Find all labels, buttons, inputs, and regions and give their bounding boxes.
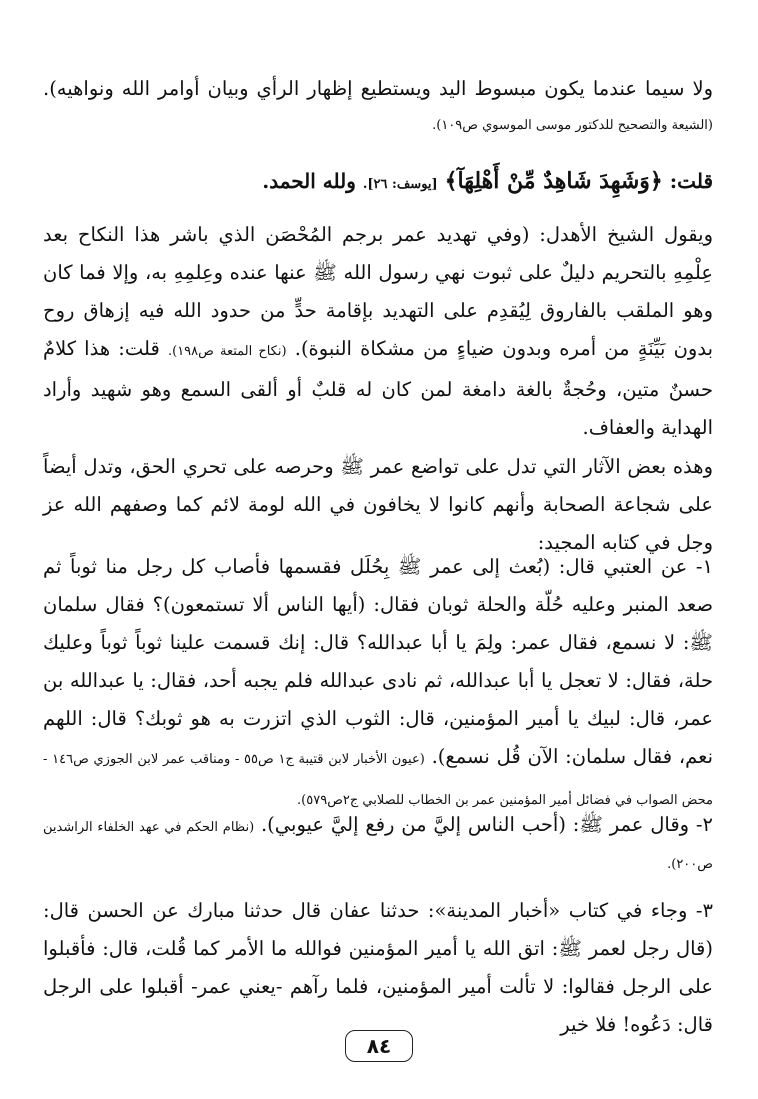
paragraph-1-citation: (الشيعة والتصحيح للدكتور موسى الموسوي ص١٠٩). — [432, 117, 713, 133]
paragraph-3 — [43, 216, 713, 447]
paragraph-7-text: ٣- وجاء في كتاب «أخبار المدينة»: حدثنا عفان قال حدثنا مبارك عن الحسن قال: (قال رجل لعمر ﷺ: اتق الله يا أمير المؤمنين فوالله ما الأمر كما قُلت، قال: فأقبلوا على الرجل فقالوا: لا تألت أمير المؤمنين، فلما رآهم -يعني عمر- أقبلوا على الرجل قال: دَعُوه! فلا خير — [43, 898, 713, 1036]
paragraph-2 — [43, 162, 713, 204]
paragraph-2-tail: ولله الحمد. — [262, 169, 356, 193]
paragraph-5 — [43, 548, 713, 820]
paragraph-5-text: ١- عن العتبي قال: (بُعث إلى عمر ﷺ بِحُلَل فقسمها فأصاب كل رجل منا ثوباً ثم صعد المنبر وعليه حُلّة والحلة ثوبان فقال: (أيها الناس ألا تستمعون)؟ فقال سلمان ﷺ: لا نسمع، فقال عمر: ولِمَ يا أبا عبدالله؟ قال: إنك قسمت علينا ثوباً ثوباً وعليك حلة، فقال: لا تعجل يا أبا عبدالله، ثم نادى عبدالله فلم يجبه أحد، فقال: يا عبدالله بن عمر، قال: لبيك يا أمير المؤمنين، قال: الثوب الذي اتزرت به هو ثوبك؟ قال: اللهم نعم، فقال سلمان: الآن قُل نسمع). — [43, 554, 713, 768]
paragraph-4 — [43, 448, 713, 562]
paragraph-3-tail: قلت: هذا كلامٌ حسنٌ متين، وحُجةٌ بالغة دامغة لمن كان له قلبٌ أو ألقى السمع وهو شهيد وأراد الهداية والعفاف. — [43, 336, 713, 439]
paragraph-6-citation: (نظام الحكم في عهد الخلفاء الراشدين ص٢٠٠). — [43, 819, 713, 872]
page-number: ٨٤ — [345, 1030, 413, 1062]
paragraph-3-text: ويقول الشيخ الأهدل: (وفي تهديد عمر برجم المُحْصَن الذي باشر هذا النكاح بعد عِلْمِهِ بالتحريم دليلٌ على ثبوت نهي رسول الله ﷺ عنها عنده وعِلمِهِ به، وإلا فما كان وهو الملقب بالفاروق لِيُقدِم على التهديد بإقامة حدٍّ من حدود الله فيه إزهاق روح بدون بَيِّنَةٍ من أمره وبدون ضياءٍ من مشكاة النبوة). — [43, 222, 713, 360]
paragraph-3-citation: (نكاح المتعة ص١٩٨). — [167, 343, 287, 359]
paragraph-1 — [43, 72, 713, 143]
paragraph-2-lead: قلت: — [669, 169, 713, 193]
paragraph-6-text: ٢- وقال عمر ﷺ: (أحب الناس إليَّ من رفع إليَّ عيوبي). — [260, 812, 713, 836]
quran-reference: [يوسف: ٢٦]. — [362, 177, 438, 192]
quran-verse: ﴿وَشَهِدَ شَاهِدٌ مِّنْ أَهْلِهَآ﴾ — [444, 168, 663, 194]
paragraph-1-text: ولا سيما عندما يكون مبسوط اليد ويستطيع إظهار الرأي وبيان أوامر الله ونواهيه). — [43, 76, 713, 100]
paragraph-4-text: وهذه بعض الآثار التي تدل على تواضع عمر ﷺ وحرصه على تحري الحق، وتدل أيضاً على شجاعة الصحابة وأنهم كانوا لا يخافون في الله لومة لائم كما وصفهم الله عز وجل في كتابه المجيد: — [43, 454, 713, 554]
paragraph-6 — [43, 808, 713, 882]
paragraph-5-citation: (عيون الأخبار لابن قتيبة ج١ ص٥٥ - ومناقب عمر لابن الجوزي ص١٤٦ - محض الصواب في فضائل أمير المؤمنين عمر بن الخطاب للصلابي ج٢ص٥٧٩). — [43, 751, 713, 808]
paragraph-7 — [43, 892, 713, 1044]
